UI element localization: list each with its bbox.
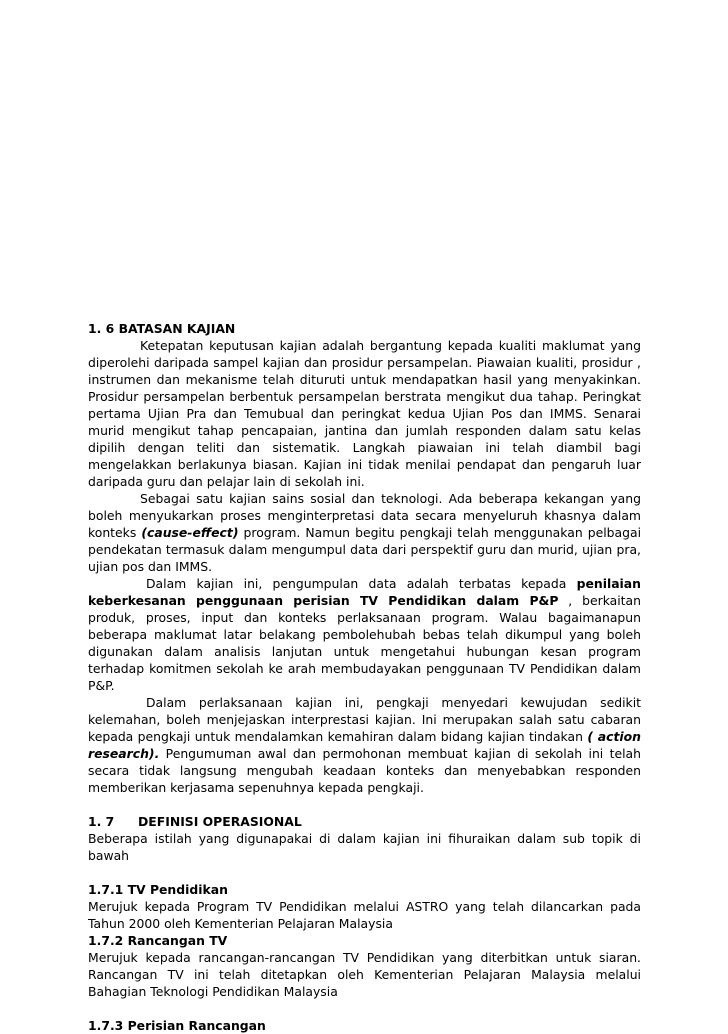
paragraph-ketepatan: Ketepatan keputusan kajian adalah bergantung kepada kualiti maklumat yang diperolehi daripada sampel kajian dan prosidur persampelan. Piawaian kualiti, prosidur , instrumen dan mekanisme telah dituruti untuk mendapatkan hasil yang menyakinkan. Prosidur persampelan berbentuk persampelan berstrata mengikut dua tahap. Peringkat pertama Ujian Pra dan Temubual dan peringkat kedua Ujian Pos dan IMMS. Senarai murid mengikut tahap pencapaian, jantina dan jumlah responden dalam satu kelas dipilih dengan teliti dan sistematik. Langkah piawaian ini telah diambil bagi mengelakkan berlakunya biasan. Kajian ini tidak menilai pendapat dan pengaruh luar daripada guru dan pelajar lain di sekolah ini. bbox=[88, 338, 641, 489]
text-run: Sebagai satu kajian sains sosial dan teknologi. Ada beberapa kekangan yang boleh menyukarkan proses menginterpretasi data secara menyeluruh khasnya dalam konteks bbox=[88, 491, 641, 540]
subheading-1-7-2: 1.7.2 Rancangan TV bbox=[88, 933, 228, 948]
section-number: 1. 7 bbox=[88, 814, 115, 829]
paragraph-rancangan-tv: Merujuk kepada rancangan-rancangan TV Pendidikan yang diterbitkan untuk siaran. Rancangan TV ini telah ditetapkan oleh Kementerian Pelajaran Malaysia melalui Bahagian Teknologi Pendidikan Malaysia bbox=[88, 950, 641, 999]
paragraph-pengumpulan-data bbox=[88, 575, 641, 694]
text-run: Dalam kajian ini, pengumpulan data adalah terbatas kepada bbox=[146, 576, 577, 591]
text-run: , berkaitan produk, proses, input dan konteks perlaksanaan program. Walau bagaimanapun beberapa maklumat latar belakang pembolehubah bebas telah dikumpul yang boleh digunakan dalam analisis lanjutan untuk mengetahui hubungan kesan program terhadap komitmen sekolah ke arah membudayakan penggunaan TV Pendidikan dalam P&P. bbox=[88, 593, 641, 693]
spacer bbox=[88, 1000, 641, 1017]
text-run: program. Namun begitu pengkaji telah menggunakan pelbagai pendekatan termasuk dalam mengumpul data dari perspektif guru dan murid, ujian pra, ujian pos dan IMMS. bbox=[88, 525, 642, 574]
text-run: Pengumuman awal dan permohonan membuat kajian di sekolah ini telah secara tidak langsung mengubah keadaan konteks dan menyebabkan responden memberikan kerjasama sepenuhnya kepada pengkaji. bbox=[88, 746, 641, 795]
emphasis-action-research: ( action research). bbox=[88, 729, 641, 761]
paragraph-perlaksanaan bbox=[88, 694, 641, 796]
document-body bbox=[88, 320, 641, 1034]
subheading-1-7-3: 1.7.3 Perisian Rancangan bbox=[88, 1018, 266, 1033]
emphasis-penilaian: penilaian keberkesanan penggunaan perisian TV Pendidikan dalam P&P bbox=[88, 576, 641, 608]
spacer bbox=[88, 796, 641, 813]
section-title: DEFINISI OPERASIONAL bbox=[138, 814, 302, 829]
section-heading-1-6: 1. 6 BATASAN KAJIAN bbox=[88, 321, 236, 336]
emphasis-cause-effect: (cause-effect) bbox=[141, 525, 239, 540]
spacer bbox=[88, 864, 641, 881]
text-run: Dalam perlaksanaan kajian ini, pengkaji menyedari kewujudan sedikit kelemahan, boleh menjejaskan interprestasi kajian. Ini merupakan salah satu cabaran kepada pengkaji untuk mendalamkan kemahiran dalam bidang kajian tindakan bbox=[88, 695, 641, 744]
section-heading-1-7 bbox=[88, 813, 641, 830]
subheading-1-7-1: 1.7.1 TV Pendidikan bbox=[88, 882, 228, 897]
paragraph-sains-sosial bbox=[88, 490, 641, 575]
paragraph-tv-pendidikan: Merujuk kepada Program TV Pendidikan melalui ASTRO yang telah dilancarkan pada Tahun 2000 oleh Kementerian Pelajaran Malaysia bbox=[88, 899, 641, 931]
paragraph-definisi-intro: Beberapa istilah yang digunapakai di dalam kajian ini fihuraikan dalam sub topik di bawah bbox=[88, 831, 641, 863]
